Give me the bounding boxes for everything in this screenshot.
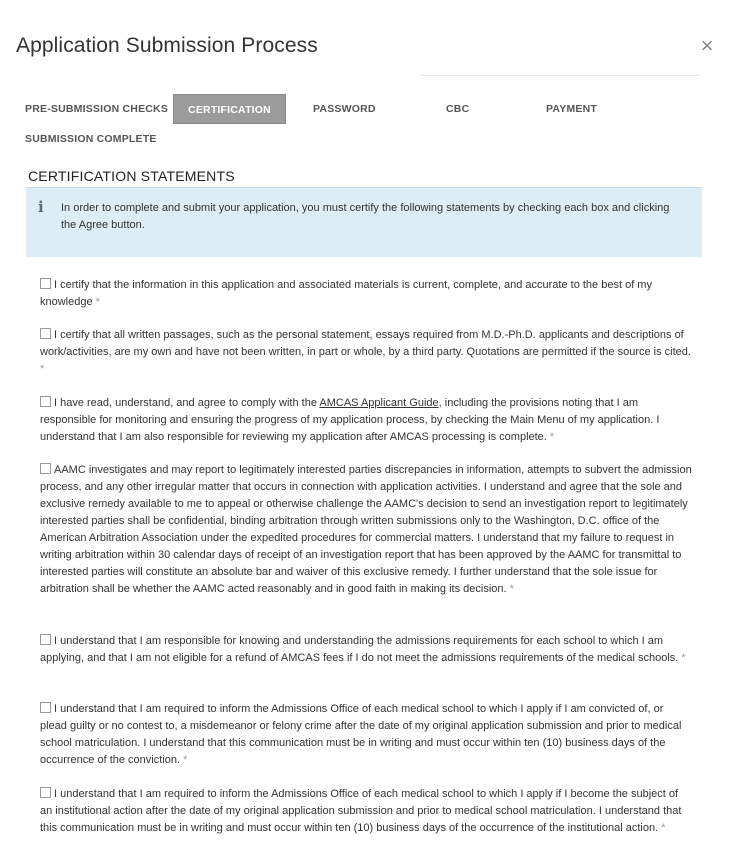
statement-text: AAMC investigates and may report to legitimately interested parties discrepancies in information, attempts to subvert the admission process, and any other irregular matter that occurs in connection with application activities. I understand and agree that the sole and exclusive remedy available to me to appeal or otherwise challenge the AAMC's decision to send an investigation report to legitimately interested parties shall be confidential, binding arbitration through written submissions only to the Washington, D.C. office of the American Arbitration Association under the expedited procedures for commercial matters. I understand that my failure to request in writing arbitration within 30 calendar days of receipt of an investigation report that has been approved by the AAMC for transmittal to interested parties will constitute an absolute bar and waiver of this exclusive remedy. I further understand that the sole issue for arbitration shall be whether the AAMC acted reasonably and in good faith in making its decision.: [40, 464, 692, 595]
info-icon: i: [38, 198, 44, 216]
statement-checkbox[interactable]: [40, 787, 51, 798]
tab-certification[interactable]: CERTIFICATION: [173, 94, 286, 124]
statement-7: [40, 786, 692, 837]
statement-5: [40, 633, 692, 667]
statement-text: I certify that the information in this application and associated materials is current, complete, and accurate to the best of my knowledge: [40, 279, 652, 308]
required-marker: *: [95, 296, 100, 308]
statement-text: I understand that I am required to inform the Admissions Office of each medical school to which I apply if I am convicted of, or plead guilty or no contest to, a misdemeanor or felony crime after the date of my original application submission and prior to medical school matriculation. I understand that this communication must be in writing and must occur within ten (10) business days of the occurrence of the conviction.: [40, 703, 682, 766]
required-marker: *: [681, 652, 686, 664]
statement-2: [40, 327, 692, 378]
statement-text: I understand that I am required to inform the Admissions Office of each medical school to which I apply if I become the subject of an institutional action after the date of my original application submission and prior to medical school matriculation. I understand that this communication must be in writing and must occur within ten (10) business days of the occurrence of the institutional action.: [40, 788, 682, 834]
tab-submission-complete[interactable]: SUBMISSION COMPLETE: [25, 133, 157, 145]
statement-checkbox[interactable]: [40, 328, 51, 339]
required-marker: *: [509, 583, 514, 595]
statement-text-after: , including the provisions noting that I am responsible for monitoring and ensuring the progress of my application process, by checking the Main Menu of my application. I understand that I am also responsible for reviewing my application after AMCAS processing is complete.: [40, 397, 660, 443]
statement-4: [40, 462, 692, 598]
statement-checkbox[interactable]: [40, 278, 51, 289]
statement-3: [40, 395, 692, 446]
info-text: In order to complete and submit your application, you must certify the following statements by checking each box and clicking the Agree button.: [61, 202, 670, 231]
statement-text: I certify that all written passages, such as the personal statement, essays required from M.D.-Ph.D. applicants and descriptions of work/activities, are my own and have not been written, in part or whole, by a third party. Quotations are permitted if the source is cited.: [40, 329, 691, 358]
required-marker: *: [40, 363, 45, 375]
statement-checkbox[interactable]: [40, 634, 51, 645]
dialog-title: Application Submission Process: [16, 34, 318, 57]
statement-6: [40, 701, 692, 769]
required-marker: *: [183, 754, 188, 766]
section-title: CERTIFICATION STATEMENTS: [28, 168, 235, 184]
amcas-applicant-guide-link[interactable]: AMCAS Applicant Guide: [319, 397, 439, 409]
required-marker: *: [661, 822, 666, 834]
tab-payment[interactable]: PAYMENT: [546, 103, 597, 115]
statement-checkbox[interactable]: [40, 702, 51, 713]
tab-password[interactable]: PASSWORD: [313, 103, 376, 115]
close-icon[interactable]: ×: [700, 33, 714, 58]
statement-text: I understand that I am responsible for knowing and understanding the admissions requirements for each school to which I am applying, and that I am not eligible for a refund of AMCAS fees if I do not meet the admissions requirements of the medical schools.: [40, 635, 679, 664]
statement-checkbox[interactable]: [40, 463, 51, 474]
statement-1: [40, 277, 692, 311]
statement-checkbox[interactable]: [40, 396, 51, 407]
required-marker: *: [549, 431, 555, 443]
tab-cbc[interactable]: CBC: [446, 103, 470, 115]
tab-pre-submission-checks[interactable]: PRE-SUBMISSION CHECKS: [25, 103, 169, 115]
statement-text-before: I have read, understand, and agree to comply with the: [54, 397, 320, 409]
